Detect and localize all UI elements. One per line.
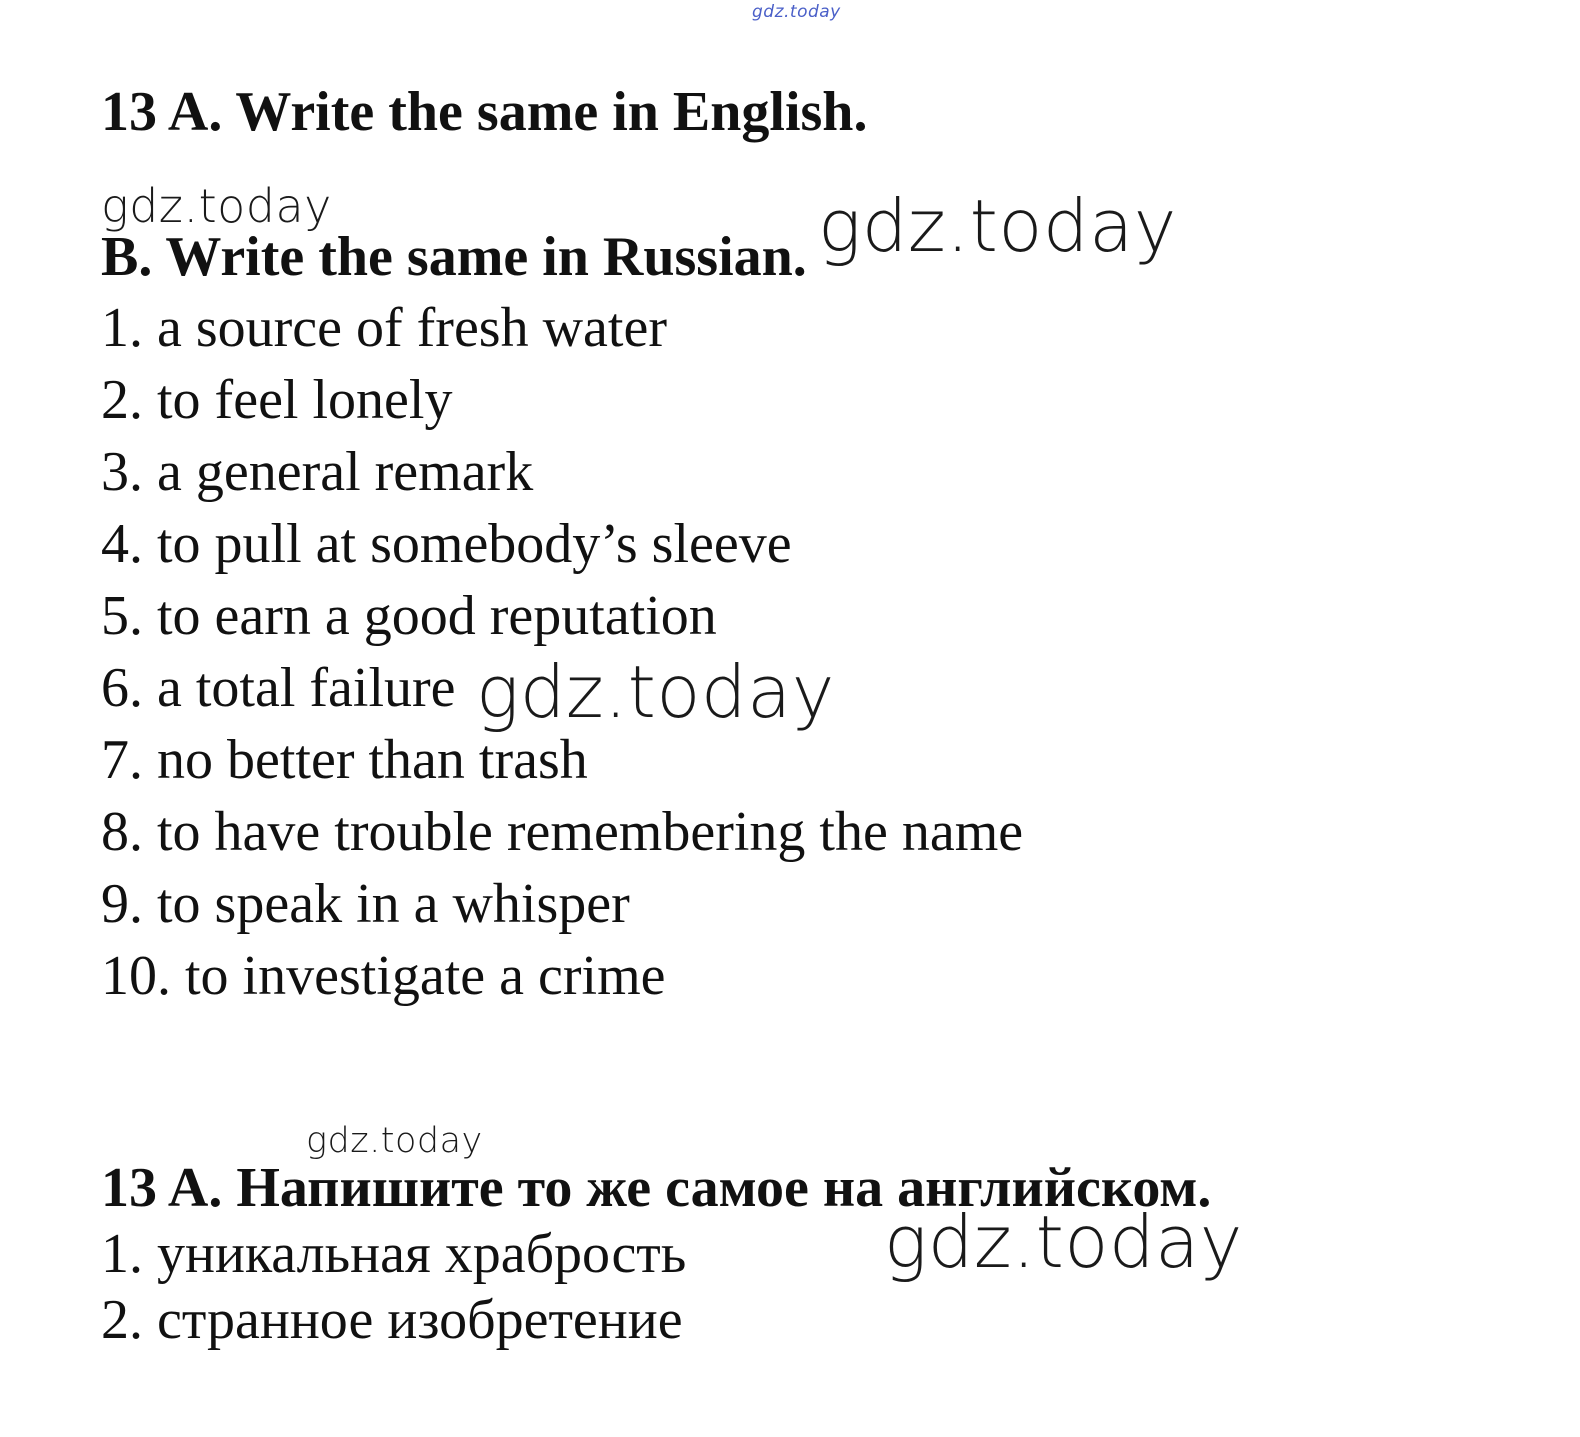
list-item: 4. to pull at somebody’s sleeve — [101, 513, 792, 575]
watermark: gdz.today — [306, 1121, 483, 1161]
watermark: gdz.today — [818, 184, 1177, 268]
watermark: gdz.today — [101, 179, 332, 233]
list-item: 9. to speak in a whisper — [101, 873, 630, 935]
section-a-title: 13 A. Write the same in English. — [101, 81, 868, 143]
list-item: 1. уникальная храбрость — [101, 1223, 687, 1285]
section-b-title: B. Write the same in Russian. — [101, 226, 807, 288]
section-ru-title: 13 A. Напишите то же самое на английском. — [101, 1157, 1212, 1219]
list-item: 10. to investigate a crime — [101, 945, 666, 1007]
list-item: 5. to earn a good reputation — [101, 585, 717, 647]
watermark: gdz.today — [884, 1200, 1243, 1284]
watermark-top: gdz.today — [752, 2, 841, 22]
list-item: 2. странное изобретение — [101, 1289, 683, 1351]
watermark: gdz.today — [476, 650, 835, 734]
list-item: 8. to have trouble remembering the name — [101, 801, 1024, 863]
list-item: 6. a total failure — [101, 657, 456, 719]
list-item: 1. a source of fresh water — [101, 297, 667, 359]
list-item: 2. to feel lonely — [101, 369, 453, 431]
list-item: 3. a general remark — [101, 441, 534, 503]
list-item: 7. no better than trash — [101, 729, 588, 791]
